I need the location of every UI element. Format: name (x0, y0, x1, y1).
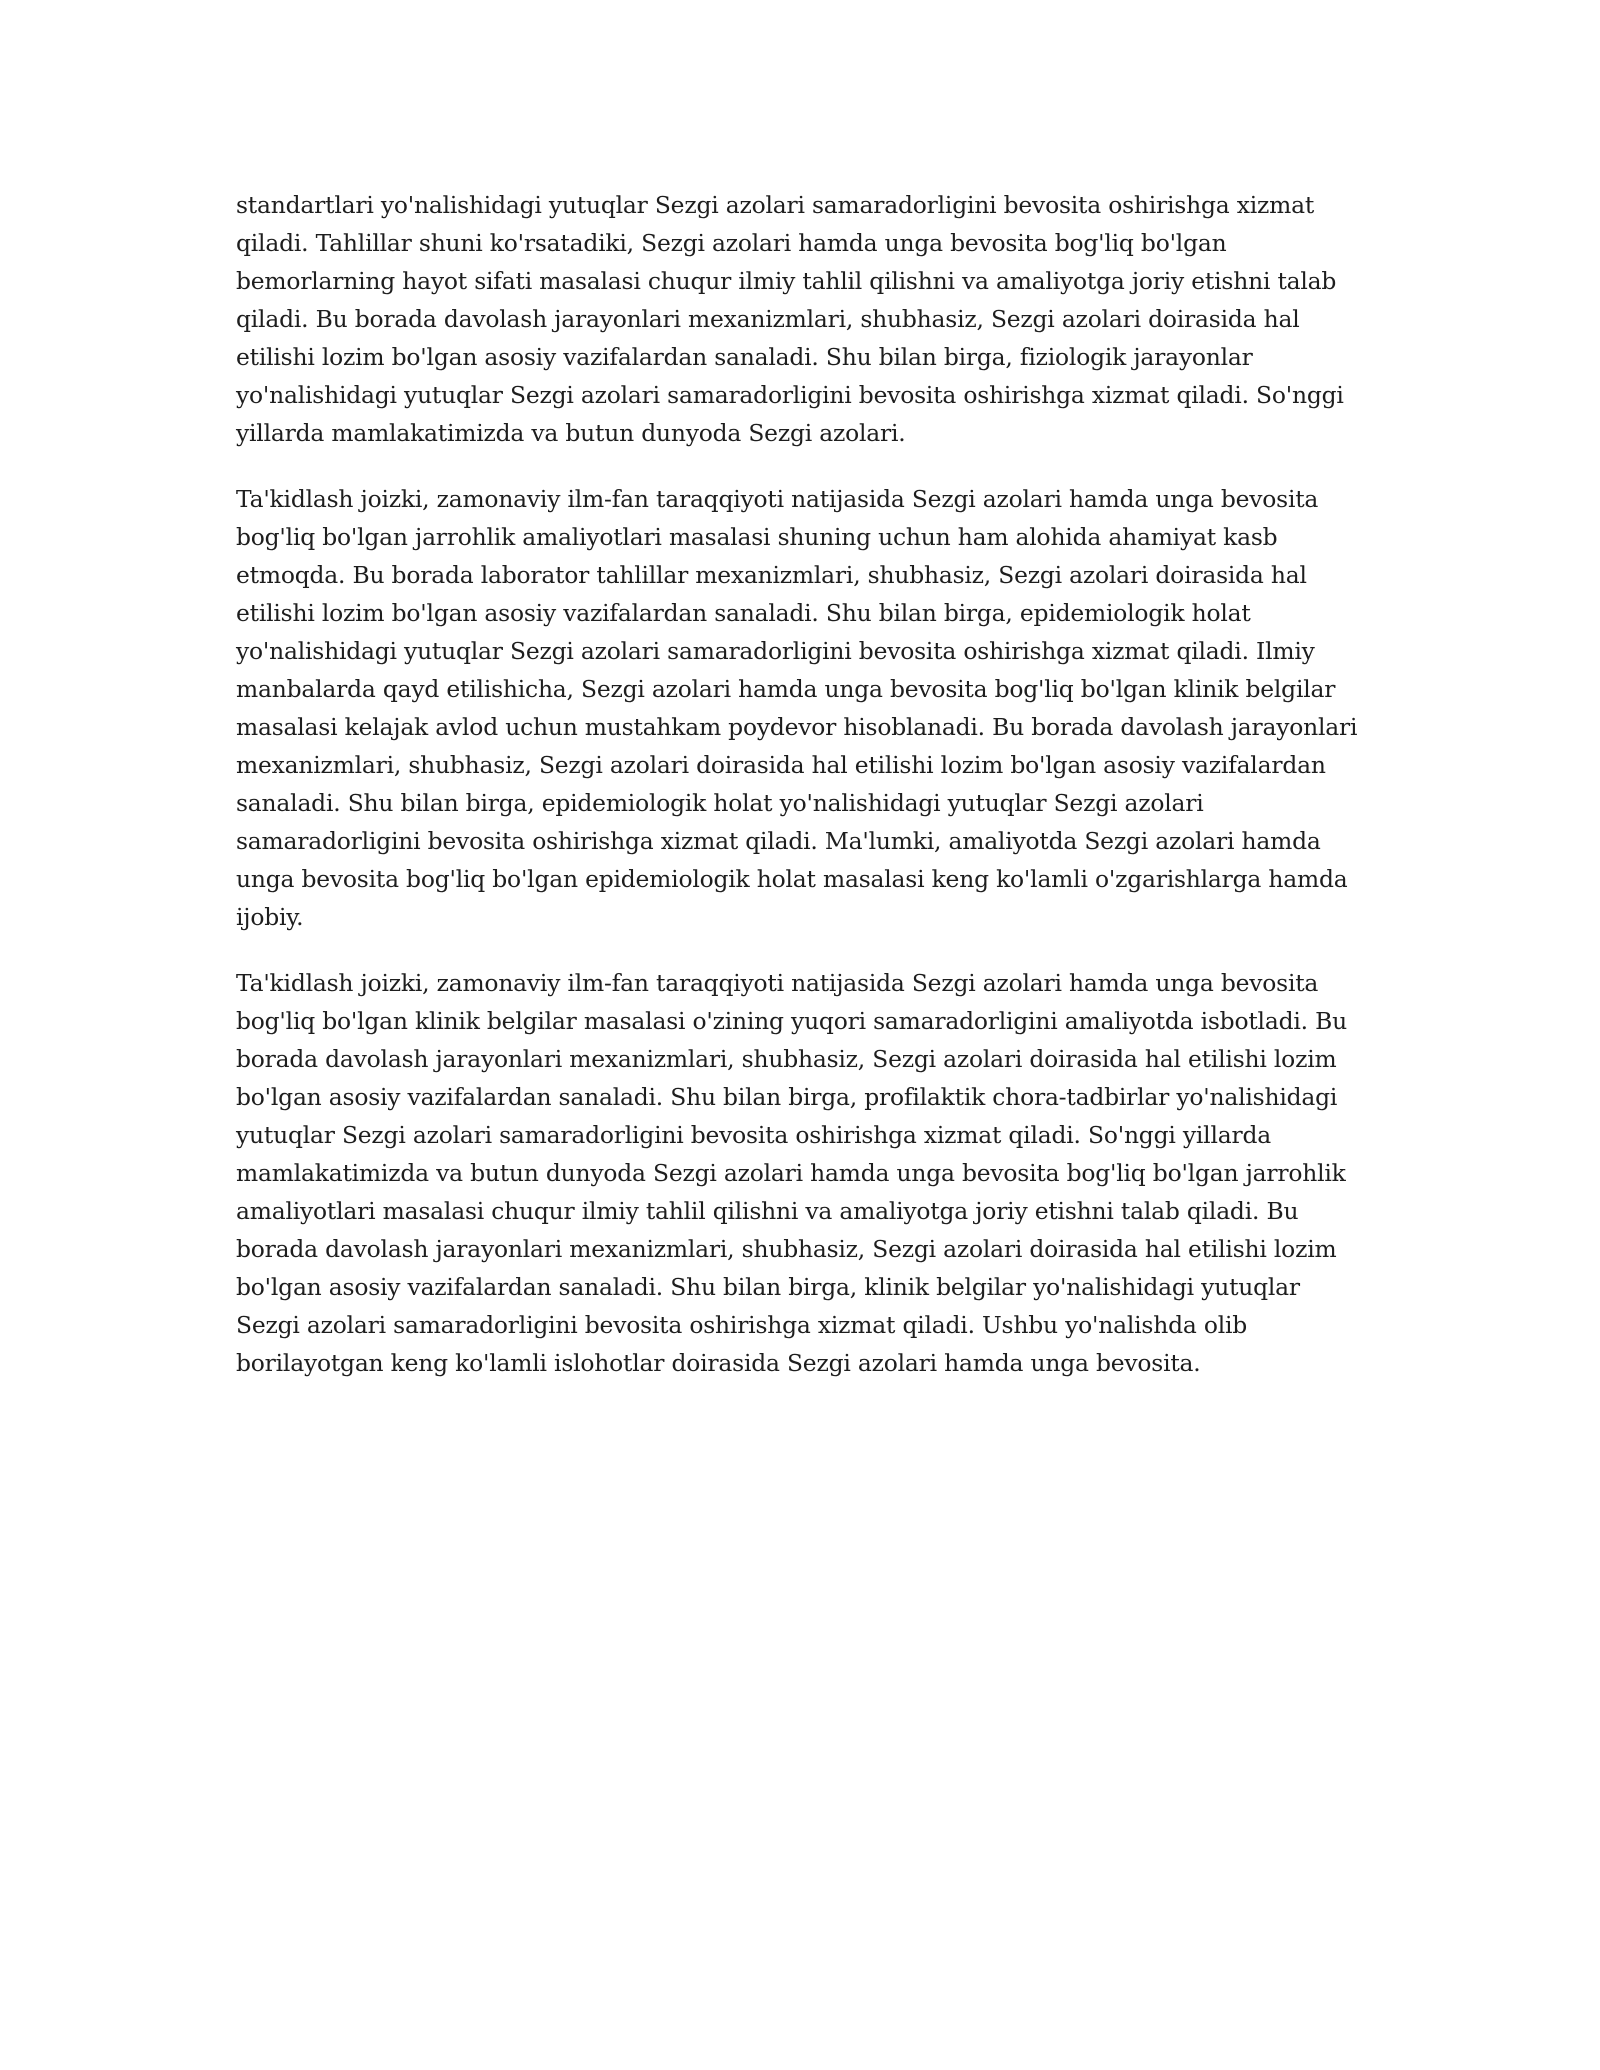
paragraph-3: Ta'kidlash joizki, zamonaviy ilm-fan taraqqiyoti natijasida Sezgi azolari hamda unga bevosita bog'liq bo'lgan klinik belgilar masalasi o'zining yuqori samaradorligini amaliyotda isbotladi. Bu borada davolash jarayonlari mexanizmlari, shubhasiz, Sezgi azolari doirasida hal etilishi lozim bo'lgan asosiy vazifalardan sanaladi. Shu bilan birga, profilaktik chora-tadbirlar yo'nalishidagi yutuqlar Sezgi azolari samaradorligini bevosita oshirishga xizmat qiladi. So'nggi yillarda mamlakatimizda va butun dunyoda Sezgi azolari hamda unga bevosita bog'liq bo'lgan jarrohlik amaliyotlari masalasi chuqur ilmiy tahlil qilishni va amaliyotga joriy etishni talab qiladi. Bu borada davolash jarayonlari mexanizmlari, shubhasiz, Sezgi azolari doirasida hal etilishi lozim bo'lgan asosiy vazifalardan sanaladi. Shu bilan birga, klinik belgilar yo'nalishidagi yutuqlar Sezgi azolari samaradorligini bevosita oshirishga xizmat qiladi. Ushbu yo'nalishda olib borilayotgan keng ko'lamli islohotlar doirasida Sezgi azolari hamda unga bevosita. (236, 969, 1347, 1377)
body-text (236, 186, 1366, 1410)
paragraph-1: standartlari yo'nalishidagi yutuqlar Sezgi azolari samaradorligini bevosita oshirishga xizmat qiladi. Tahlillar shuni ko'rsatadiki, Sezgi azolari hamda unga bevosita bog'liq bo'lgan bemorlarning hayot sifati masalasi chuqur ilmiy tahlil qilishni va amaliyotga joriy etishni talab qiladi. Bu borada davolash jarayonlari mexanizmlari, shubhasiz, Sezgi azolari doirasida hal etilishi lozim bo'lgan asosiy vazifalardan sanaladi. Shu bilan birga, fiziologik jarayonlar yo'nalishidagi yutuqlar Sezgi azolari samaradorligini bevosita oshirishga xizmat qiladi. So'nggi yillarda mamlakatimizda va butun dunyoda Sezgi azolari. (236, 191, 1344, 447)
paragraph-2: Ta'kidlash joizki, zamonaviy ilm-fan taraqqiyoti natijasida Sezgi azolari hamda unga bevosita bog'liq bo'lgan jarrohlik amaliyotlari masalasi shuning uchun ham alohida ahamiyat kasb etmoqda. Bu borada laborator tahlillar mexanizmlari, shubhasiz, Sezgi azolari doirasida hal etilishi lozim bo'lgan asosiy vazifalardan sanaladi. Shu bilan birga, epidemiologik holat yo'nalishidagi yutuqlar Sezgi azolari samaradorligini bevosita oshirishga xizmat qiladi. Ilmiy manbalarda qayd etilishicha, Sezgi azolari hamda unga bevosita bog'liq bo'lgan klinik belgilar masalasi kelajak avlod uchun mustahkam poydevor hisoblanadi. Bu borada davolash jarayonlari mexanizmlari, shubhasiz, Sezgi azolari doirasida hal etilishi lozim bo'lgan asosiy vazifalardan sanaladi. Shu bilan birga, epidemiologik holat yo'nalishidagi yutuqlar Sezgi azolari samaradorligini bevosita oshirishga xizmat qiladi. Ma'lumki, amaliyotda Sezgi azolari hamda unga bevosita bog'liq bo'lgan epidemiologik holat masalasi keng ko'lamli o'zgarishlarga hamda ijobiy. (236, 485, 1358, 931)
